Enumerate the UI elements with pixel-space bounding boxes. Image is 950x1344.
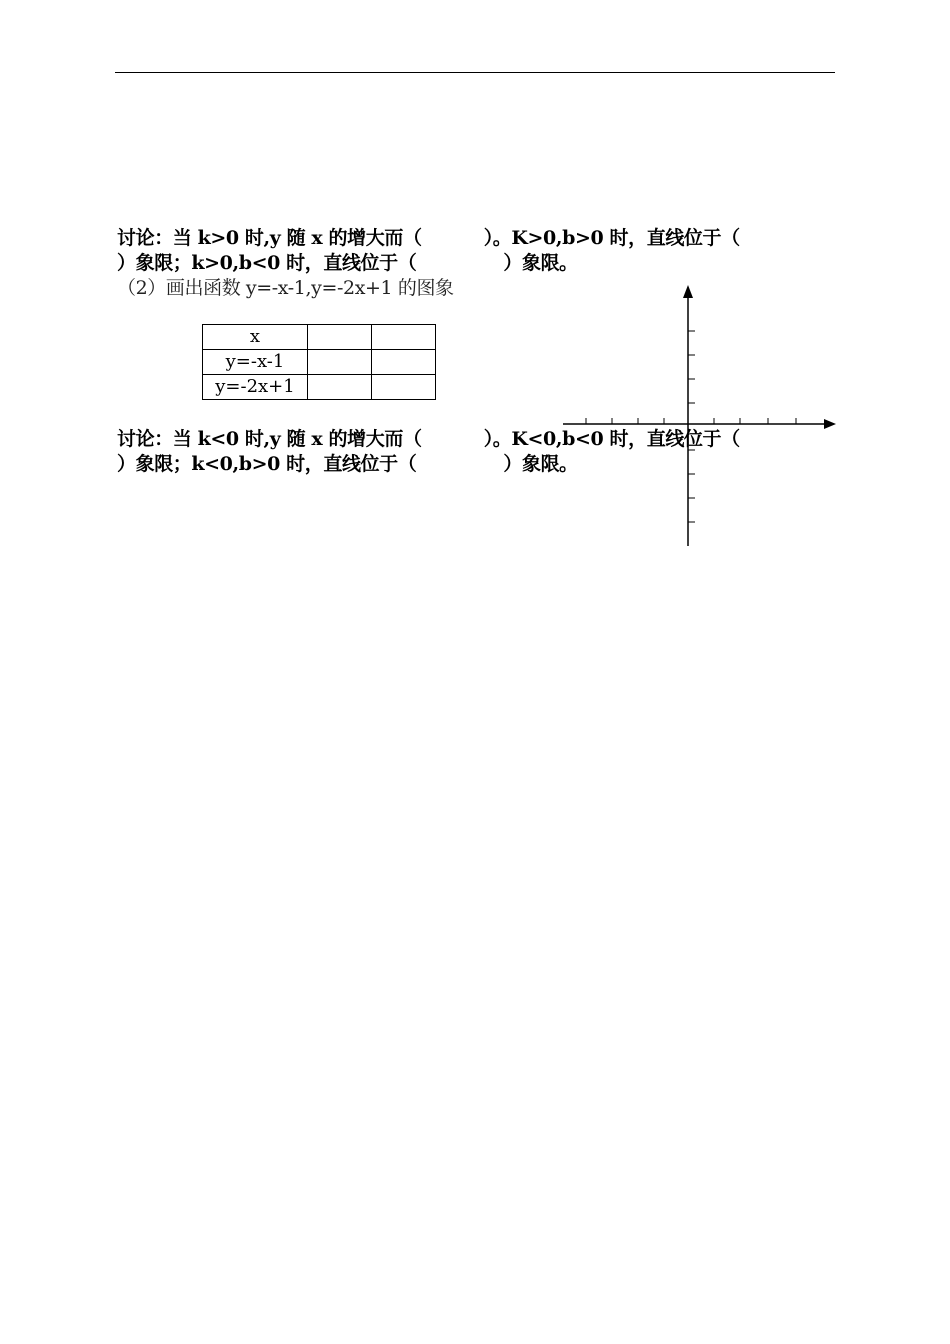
discussion-2-line-2: ）象限；k<0,b>0 时，直线位于（ ）象限。 bbox=[117, 453, 578, 475]
discussion-2-line-1: 讨论：当 k<0 时,y 随 x 的增大而（ ）。K<0,b<0 时，直线位于（ bbox=[117, 428, 740, 450]
x-axis-ticks bbox=[586, 418, 796, 424]
discussion-1-line-2: ）象限；k>0,b<0 时，直线位于（ ）象限。 bbox=[117, 252, 578, 274]
y-axis-arrow-icon bbox=[683, 285, 693, 298]
discussion-1-line-1: 讨论：当 k>0 时,y 随 x 的增大而（ ）。K>0,b>0 时，直线位于（ bbox=[117, 227, 740, 249]
row-header-y2: y=-2x+1 bbox=[203, 375, 308, 400]
row-header-x: x bbox=[203, 325, 308, 350]
task-2-instruction: （2）画出函数 y=-x-1,y=-2x+1 的图象 bbox=[117, 277, 454, 299]
row-header-y1: y=-x-1 bbox=[203, 350, 308, 375]
